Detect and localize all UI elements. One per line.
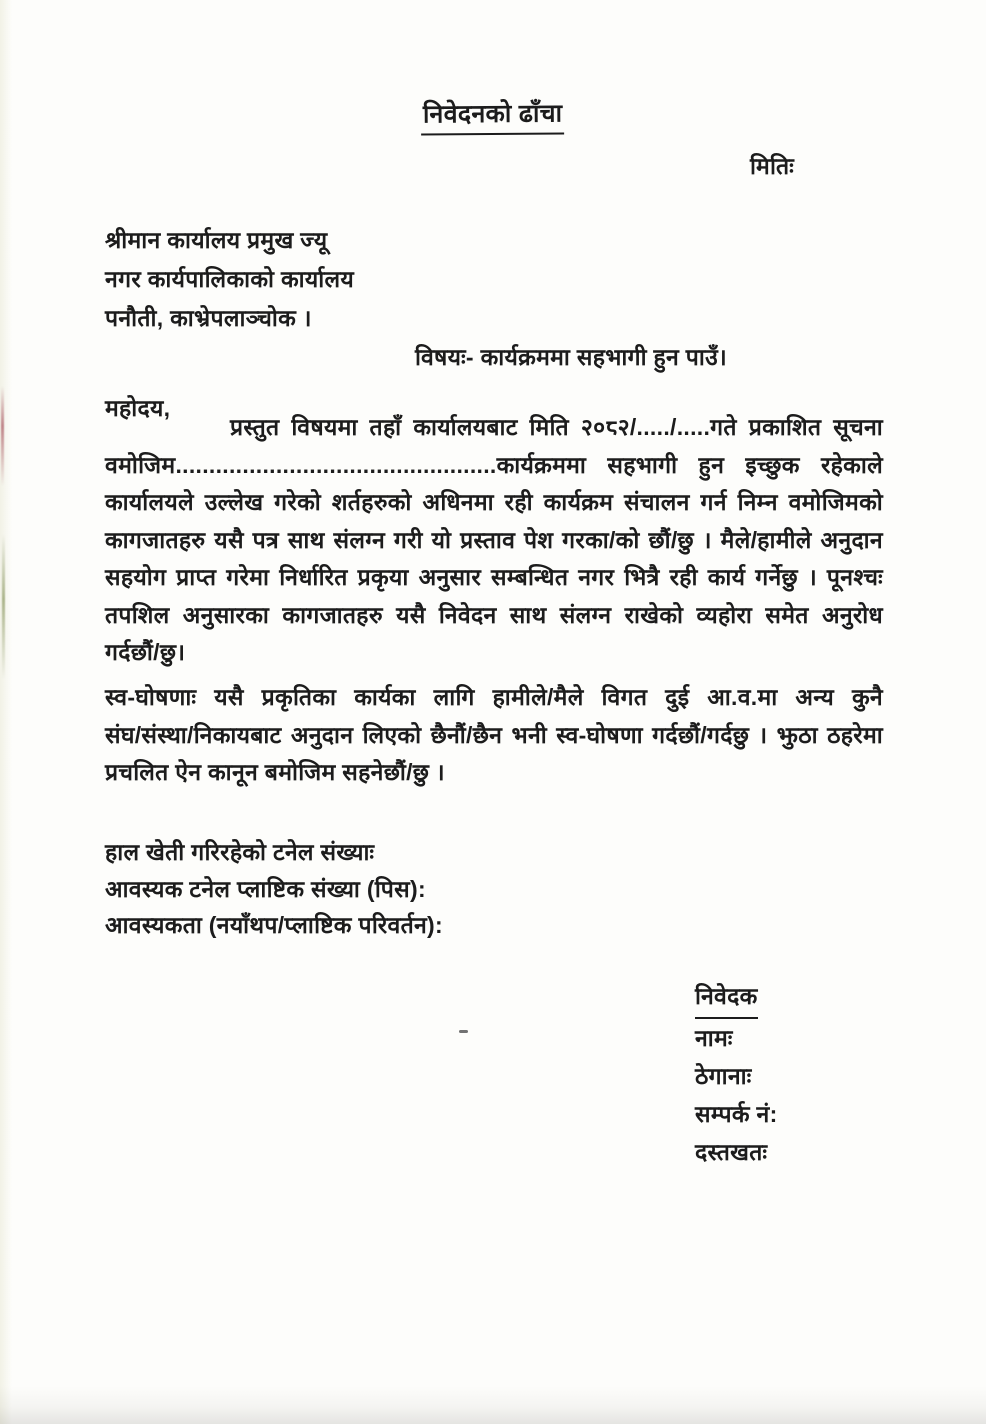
left-edge-tint — [0, 0, 12, 1424]
body-line: सहयोग प्राप्त गरेमा निर्धारित प्रकृया अनुसार सम्बन्धित नगर भित्रै रही कार्य गर्नेछु । पूनश्चः — [105, 564, 883, 590]
recipient-line: पनौती, काभ्रेपलाञ्चोक । — [105, 305, 312, 331]
recipient-line: नगर कार्यपालिकाको कार्यालय — [105, 266, 355, 292]
body-line: गर्दछौं/छु। — [105, 639, 186, 665]
recipient-address — [105, 221, 354, 338]
subject-line: विषयः- कार्यक्रममा सहभागी हुन पाउँ। — [415, 344, 728, 370]
need-type-label: आवस्यकता (नयाँथप/प्लाष्टिक परिवर्तन): — [105, 912, 443, 938]
recipient-line: श्रीमान कार्यालय प्रमुख ज्यू — [105, 227, 328, 253]
body-line: कागजातहरु यसै पत्र साथ संलग्न गरी यो प्रस्ताव पेश गरका/को छौं/छु । मैले/हामीले अनुदान — [105, 526, 883, 553]
address-label: ठेगानाः — [695, 1063, 752, 1089]
declaration-line: स्व-घोषणाः यसै प्रकृतिका कार्यका लागि हामीले/मैले विगत दुई आ.व.मा अन्य कुनै — [105, 684, 883, 710]
body-paragraph-1 — [105, 409, 883, 672]
page-title-text: निवेदनको ढाँचा — [421, 96, 565, 136]
page-title — [0, 96, 986, 135]
bottom-scan-shadow — [0, 1386, 986, 1424]
tunnel-count-label: हाल खेती गरिरहेको टनेल संख्याः — [105, 839, 375, 865]
green-edge-artifact — [2, 534, 5, 679]
declaration-line: संघ/संस्था/निकायबाट अनुदान लिएको छैनौं/छैन भनी स्व-घोषणा गर्दछौं/गर्दछु । झुठा ठहरेमा — [105, 721, 883, 748]
ink-speck — [459, 1030, 468, 1033]
salutation: महोदय, — [105, 395, 171, 421]
body-line: कार्यालयले उल्लेख गरेको शर्तहरुको अधिनमा रही कार्यक्रम संचालन गर्न निम्न वमोजिमको — [105, 489, 883, 515]
body-line: प्रस्तुत विषयमा तहाँ कार्यालयबाट मिति २०८२/...../.....गते प्रकाशित सूचना — [230, 414, 883, 440]
red-edge-artifact — [1, 386, 4, 486]
name-label: नामः — [695, 1025, 733, 1051]
body-line: वमोजिम................................................कार्यक्रममा सहभागी हुन इच्छुक रहेकाले — [105, 451, 883, 478]
applicant-heading: निवेदक — [695, 977, 758, 1019]
fill-in-fields — [105, 834, 443, 944]
contact-label: सम्पर्क नं: — [695, 1101, 778, 1127]
body-line: तपशिल अनुसारका कागजातहरु यसै निवेदन साथ संलग्न राखेको व्यहोरा समेत अनुरोध — [105, 601, 883, 628]
signature-label: दस्तखतः — [695, 1139, 768, 1165]
date-label: मितिः — [750, 153, 795, 179]
self-declaration-paragraph — [105, 679, 883, 792]
plastic-count-label: आवस्यक टनेल प्लाष्टिक संख्या (पिस): — [105, 875, 426, 902]
applicant-block — [695, 977, 778, 1171]
declaration-line: प्रचलित ऐन कानून बमोजिम सहनेछौं/छु । — [105, 759, 445, 785]
